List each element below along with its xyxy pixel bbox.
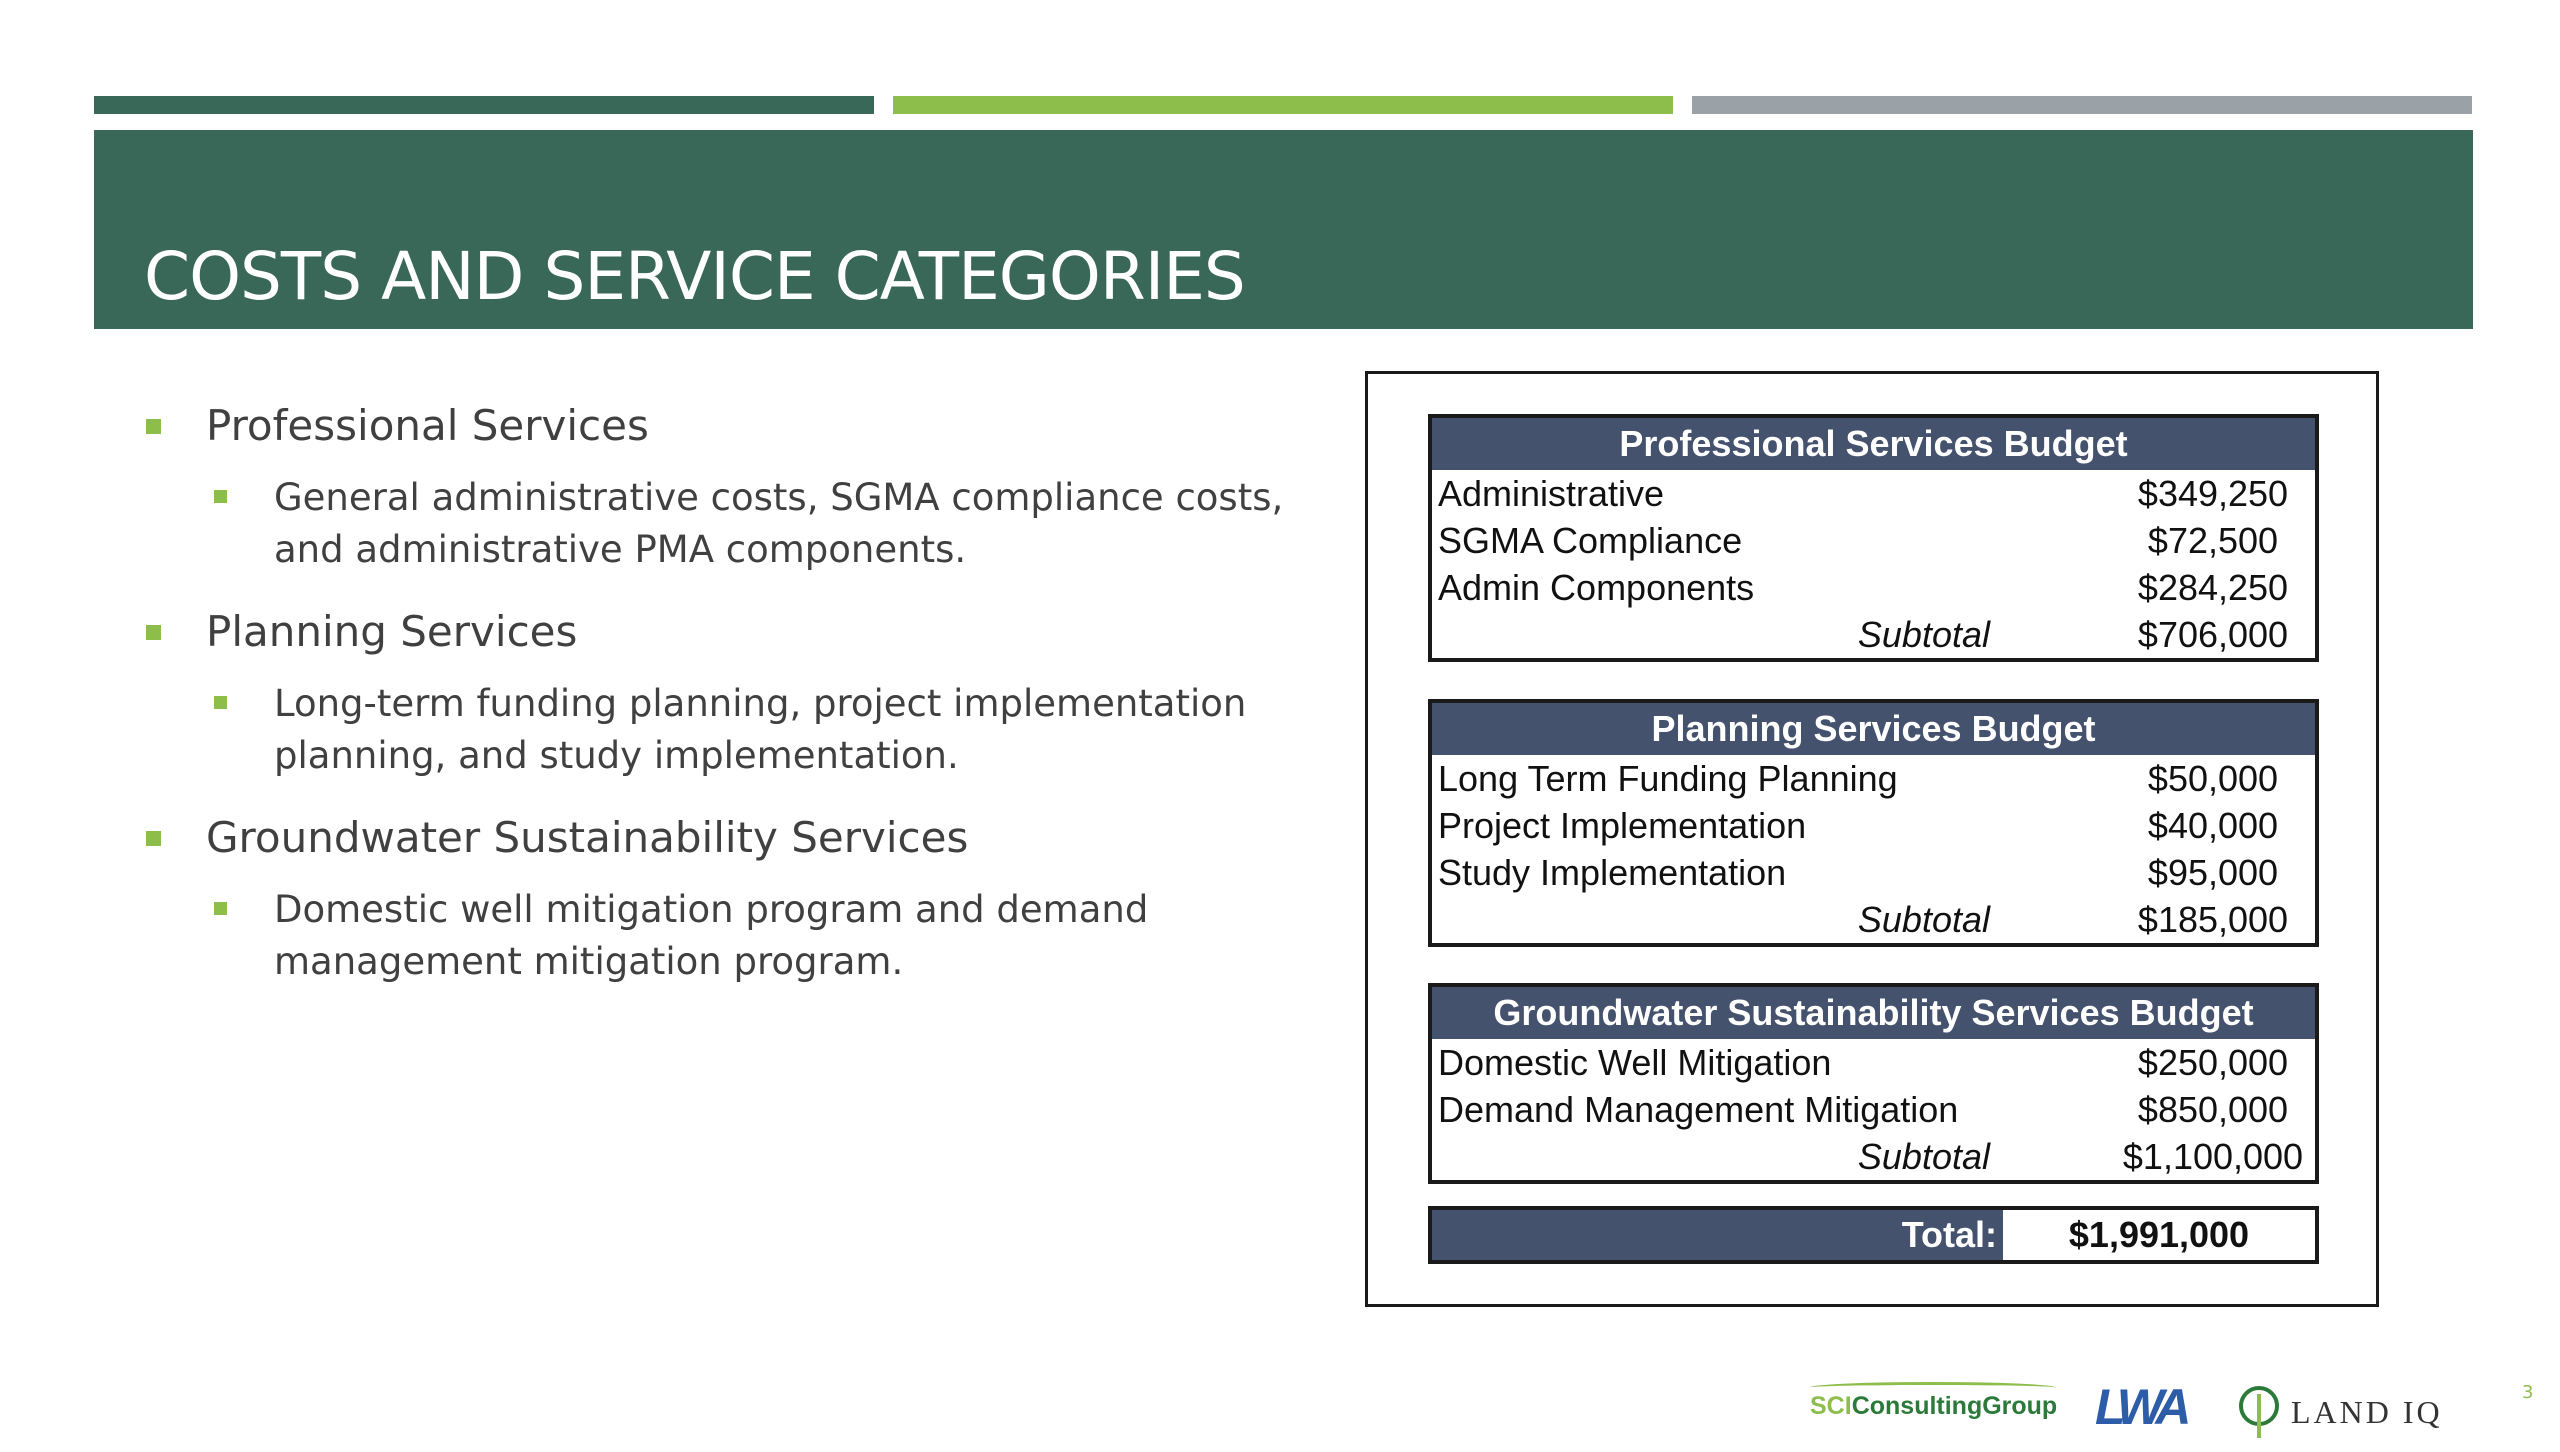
row-amount: $95,000: [2147, 852, 2279, 893]
logo-text: LAND IQ: [2291, 1393, 2443, 1430]
lwa-logo: LWA: [2095, 1379, 2186, 1435]
row-label: Administrative: [1438, 473, 1665, 514]
row-label: Admin Components: [1438, 567, 1755, 608]
sub-bullet-professional-services: [140, 472, 1290, 576]
bullet-detail: Long-term funding planning, project implementation planning, and study implementation.: [274, 682, 1247, 777]
square-bullet-icon: [214, 696, 227, 709]
row-amount: $284,250: [2137, 567, 2289, 608]
table-title: Groundwater Sustainability Services Budget: [1432, 987, 2315, 1039]
slide-title: COSTS AND SERVICE CATEGORIES: [144, 238, 1245, 315]
subtotal-row: [1432, 611, 2315, 658]
subtotal-label: Subtotal: [1857, 1136, 1990, 1177]
row-amount: $349,250: [2137, 473, 2289, 514]
title-banner: [94, 130, 2473, 329]
square-bullet-icon: [146, 625, 161, 640]
subtotal-amount: $185,000: [2137, 899, 2289, 940]
groundwater-services-budget-table: [1428, 983, 2319, 1184]
total-label: Total:: [1432, 1210, 2003, 1260]
subtotal-row: [1432, 1133, 2315, 1180]
land-iq-mark-icon: [2235, 1384, 2283, 1440]
sub-bullet-groundwater-services: [140, 884, 1290, 988]
row-label: Project Implementation: [1438, 805, 1807, 846]
total-amount: $1,991,000: [2068, 1214, 2250, 1255]
square-bullet-icon: [146, 419, 161, 434]
square-bullet-icon: [214, 490, 227, 503]
table-row: [1432, 564, 2315, 611]
bullet-planning-services: [140, 606, 1290, 658]
bullet-groundwater-services: [140, 812, 1290, 864]
subtotal-label: Subtotal: [1857, 614, 1990, 655]
bullet-professional-services: [140, 400, 1290, 452]
table-row: [1432, 470, 2315, 517]
square-bullet-icon: [146, 831, 161, 846]
slide-number: 3: [2522, 1382, 2534, 1403]
table-title: Planning Services Budget: [1432, 703, 2315, 755]
grand-total-box: [1428, 1206, 2319, 1264]
bullet-heading: Groundwater Sustainability Services: [206, 813, 969, 862]
subtotal-label: Subtotal: [1857, 899, 1990, 940]
table-row: [1432, 802, 2315, 849]
table-row: [1432, 1086, 2315, 1133]
bullet-list: [140, 400, 1290, 1018]
subtotal-amount: $706,000: [2137, 614, 2289, 655]
row-label: SGMA Compliance: [1438, 520, 1743, 561]
subtotal-amount: $1,100,000: [2122, 1136, 2304, 1177]
bullet-heading: Professional Services: [206, 401, 649, 450]
row-label: Domestic Well Mitigation: [1438, 1042, 1832, 1083]
accent-bar-dark-green: [94, 96, 874, 114]
professional-services-budget-table: [1428, 414, 2319, 662]
row-amount: $40,000: [2147, 805, 2279, 846]
subtotal-row: [1432, 896, 2315, 943]
accent-bar-light-green: [893, 96, 1673, 114]
sci-consulting-group-logo: [1810, 1392, 2057, 1452]
row-amount: $72,500: [2147, 520, 2279, 561]
bullet-detail: Domestic well mitigation program and demand management mitigation program.: [274, 888, 1149, 983]
table-row: [1432, 849, 2315, 896]
row-label: Demand Management Mitigation: [1438, 1089, 1959, 1130]
logo-prefix: SCI: [1810, 1392, 1852, 1420]
row-amount: $50,000: [2147, 758, 2279, 799]
row-amount: $850,000: [2137, 1089, 2289, 1130]
swoosh-icon: [1810, 1382, 2055, 1393]
table-title: Professional Services Budget: [1432, 418, 2315, 470]
row-label: Study Implementation: [1438, 852, 1787, 893]
row-amount: $250,000: [2137, 1042, 2289, 1083]
bullet-detail: General administrative costs, SGMA compliance costs, and administrative PMA components.: [274, 476, 1284, 571]
bullet-heading: Planning Services: [206, 607, 578, 656]
table-row: [1432, 517, 2315, 564]
sub-bullet-planning-services: [140, 678, 1290, 782]
accent-bar-gray: [1692, 96, 2472, 114]
table-row: [1432, 1039, 2315, 1086]
table-row: [1432, 755, 2315, 802]
planning-services-budget-table: [1428, 699, 2319, 947]
logo-text: ConsultingGroup: [1851, 1392, 2058, 1420]
row-label: Long Term Funding Planning: [1438, 758, 1898, 799]
land-iq-logo: [2235, 1382, 2443, 1442]
square-bullet-icon: [214, 902, 227, 915]
